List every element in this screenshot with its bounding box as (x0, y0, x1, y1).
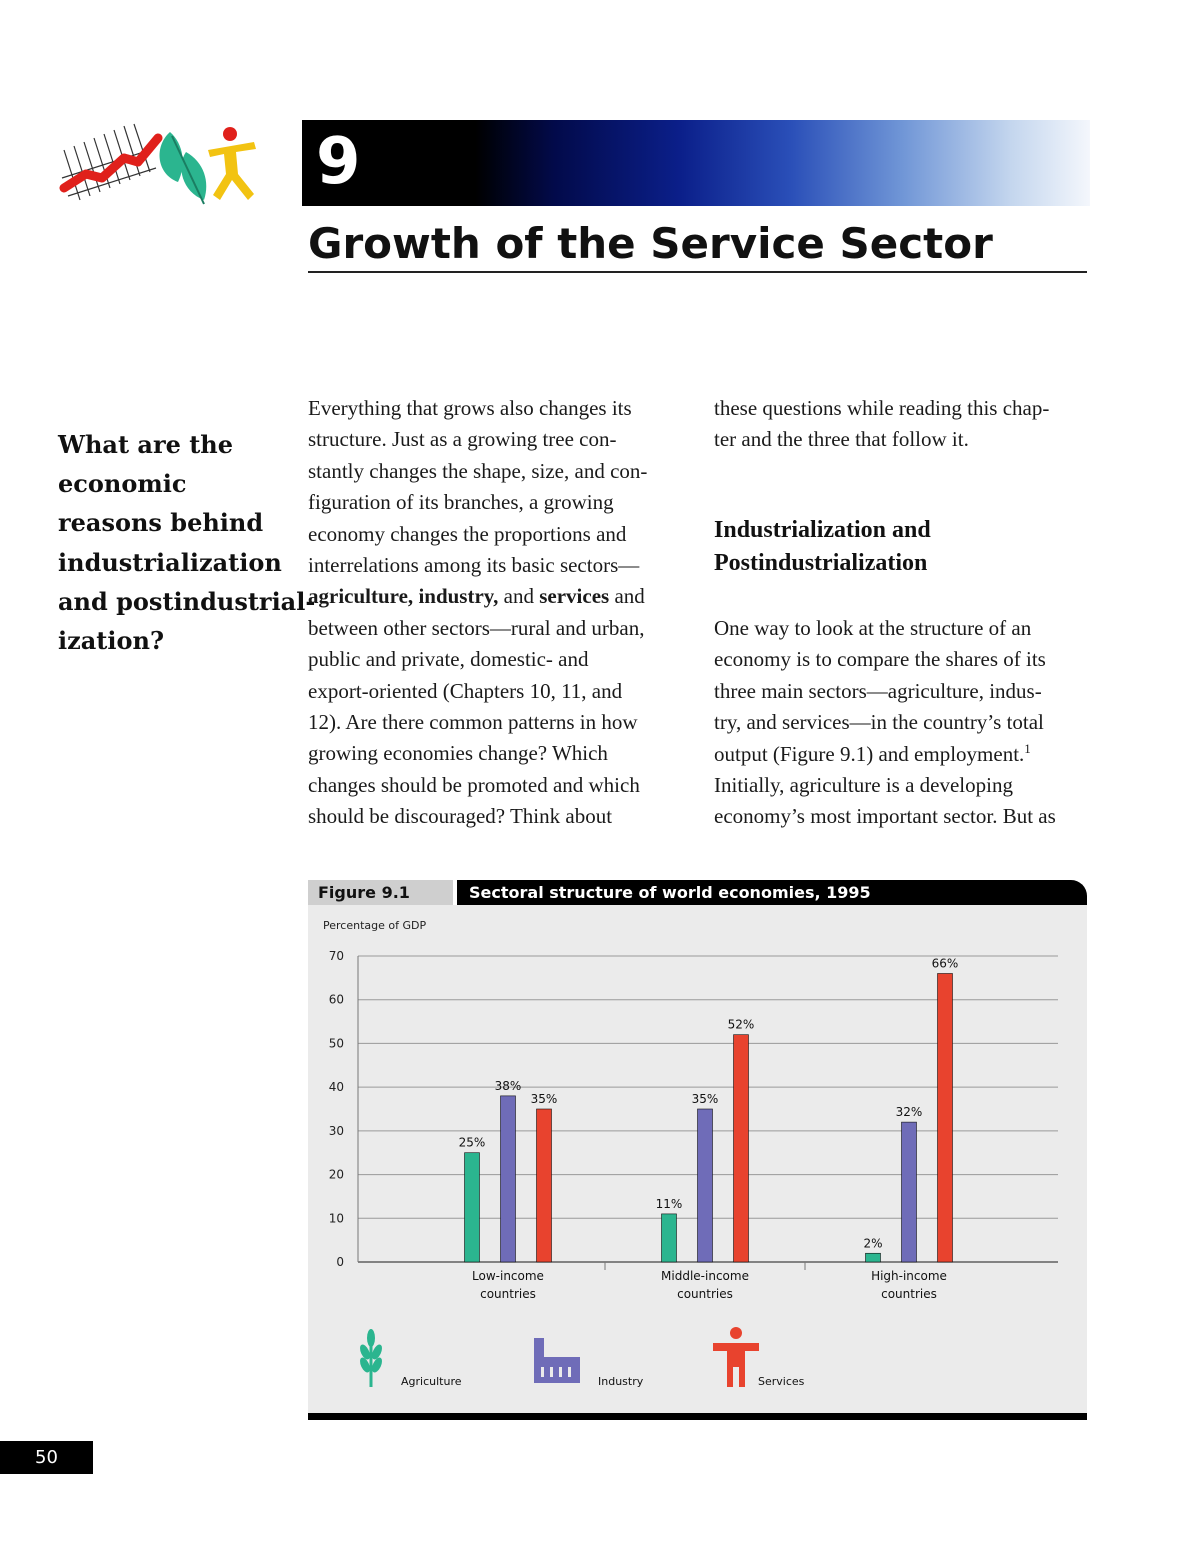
category-label: Middle-income (661, 1269, 749, 1283)
question-line: reasons behind (58, 508, 264, 538)
body-line: public and private, domestic- and (308, 647, 589, 672)
category-label: countries (480, 1287, 536, 1301)
footnote-marker[interactable]: 1 (1024, 740, 1031, 756)
bar-industry (902, 1122, 917, 1262)
category-label: Low-income (472, 1269, 544, 1283)
body-line: three main sectors—agriculture, indus- (714, 678, 1042, 703)
body-column-right-top (714, 393, 1086, 456)
data-label: 52% (727, 1017, 755, 1032)
question-line: economic (58, 469, 187, 499)
legend-label-services: Services (758, 1375, 805, 1388)
key-term-agriculture: agriculture, (308, 584, 414, 609)
y-tick-label: 70 (328, 949, 344, 963)
sidebar-question (58, 425, 316, 660)
chapter-banner (302, 120, 1090, 206)
figure-title: Sectoral structure of world economies, 1995 (457, 880, 1087, 905)
chapter-logo (58, 122, 268, 212)
y-tick-label: 20 (328, 1167, 344, 1182)
body-line-text: output (Figure 9.1) and employment. (714, 741, 1025, 766)
body-line-footnoted (714, 739, 1094, 770)
data-label: 2% (863, 1236, 883, 1251)
body-line: figuration of its branches, a growing (308, 490, 614, 515)
body-line: Everything that grows also changes its (308, 396, 632, 420)
body-line: changes should be promoted and which (308, 772, 640, 797)
bar-services (938, 973, 953, 1262)
data-label: 66% (931, 956, 959, 971)
question-line: and postindustrial- (58, 586, 316, 616)
person-icon (713, 1327, 759, 1387)
bar-agriculture (662, 1214, 677, 1262)
data-label: 32% (895, 1105, 923, 1120)
bar-services (734, 1035, 749, 1262)
chapter-number: 9 (316, 125, 361, 199)
key-term-services: services (539, 584, 610, 609)
y-tick-label: 40 (328, 1080, 344, 1095)
body-line: Initially, agriculture is a developing (714, 773, 1013, 798)
chapter-title: Growth of the Service Sector (308, 219, 993, 268)
category-label: countries (677, 1287, 733, 1301)
connector-text: and (609, 584, 645, 609)
body-line: One way to look at the structure of an (714, 616, 1032, 640)
body-line: structure. Just as a growing tree con- (308, 427, 617, 452)
title-divider (308, 271, 1087, 273)
body-line: growing economies change? Which (308, 741, 608, 766)
growth-chart-icon (62, 124, 158, 200)
body-line: between other sectors—rural and urban, (308, 615, 645, 640)
data-label: 35% (530, 1092, 558, 1106)
data-label: 38% (494, 1078, 522, 1093)
factory-icon (534, 1338, 580, 1383)
body-line-key-terms (308, 581, 680, 612)
bar-agriculture (866, 1253, 881, 1262)
question-line: What are the (58, 430, 234, 459)
connector-text: and (498, 584, 540, 609)
data-label: 11% (655, 1196, 683, 1211)
body-line: stantly changes the shape, size, and con- (308, 458, 648, 483)
body-line: 12). Are there common patterns in how (308, 710, 638, 735)
body-line: economy changes the proportions and (308, 521, 627, 546)
section-heading-line: Postindustrialization (714, 550, 928, 576)
body-line: export-oriented (Chapters 10, 11, and (308, 678, 623, 703)
question-line: industrialization (58, 547, 282, 577)
y-tick-label: 10 (328, 1211, 344, 1226)
question-line: ization? (58, 626, 165, 656)
bar-agriculture (465, 1153, 480, 1262)
y-axis-label: Percentage of GDP (323, 919, 427, 932)
body-column-left (308, 393, 680, 833)
bar-services (537, 1109, 552, 1262)
category-label: High-income (871, 1269, 947, 1283)
key-term-industry: industry, (418, 584, 499, 609)
body-line: these questions while reading this chap- (714, 396, 1050, 420)
section-heading-line: Industrialization and (714, 517, 931, 543)
body-line: should be discouraged? Think about (308, 804, 613, 829)
y-tick-label: 30 (328, 1123, 344, 1138)
legend-label-agriculture: Agriculture (401, 1375, 462, 1388)
y-tick-label: 60 (328, 992, 344, 1007)
bar-industry (501, 1096, 516, 1262)
body-column-right (714, 613, 1094, 833)
legend-label-industry: Industry (598, 1375, 644, 1388)
person-icon (208, 127, 256, 200)
category-label: countries (881, 1287, 937, 1301)
figure-label: Figure 9.1 (308, 880, 453, 905)
body-line: ter and the three that follow it. (714, 427, 969, 452)
body-line: try, and services—in the country’s total (714, 710, 1044, 735)
y-tick-label: 50 (328, 1036, 344, 1051)
wheat-icon (358, 1329, 384, 1387)
page-number: 50 (0, 1441, 93, 1474)
data-label: 25% (458, 1135, 486, 1150)
body-line: economy’s most important sector. But as (714, 804, 1056, 829)
bar-industry (698, 1109, 713, 1262)
leaf-icon (160, 132, 207, 204)
bar-chart (308, 905, 1087, 1414)
section-heading (714, 514, 1094, 580)
body-line: interrelations among its basic sectors— (308, 553, 640, 578)
body-line: economy is to compare the shares of its (714, 647, 1046, 672)
figure-bottom-rule (308, 1413, 1087, 1420)
data-label: 35% (691, 1092, 719, 1106)
y-tick-label: 0 (336, 1255, 344, 1269)
